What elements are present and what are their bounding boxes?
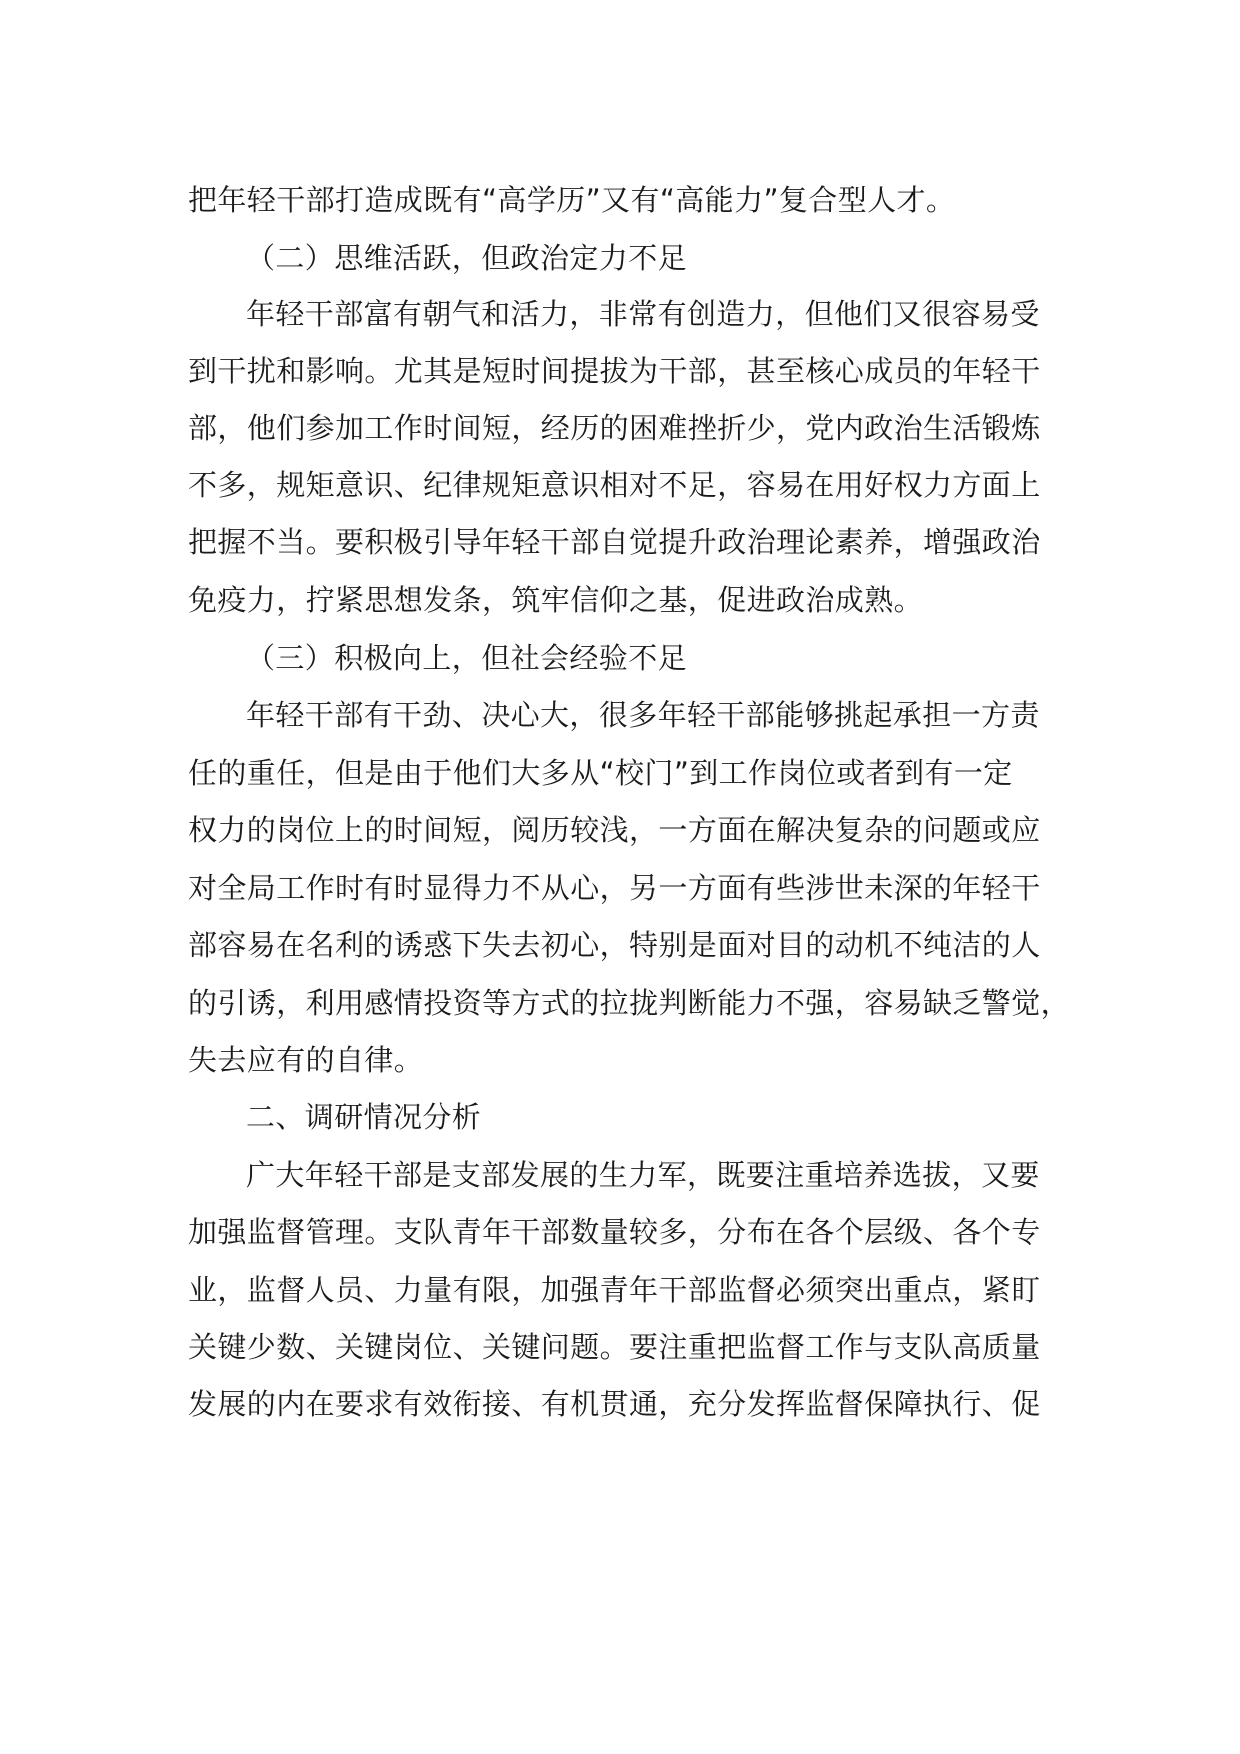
- paragraph-line: 加强监督管理。支队青年干部数量较多，分布在各个层级、各个专: [188, 1215, 1041, 1249]
- paragraph-line: 的引诱，利用感情投资等方式的拉拢判断能力不强，容易缺乏警觉，: [188, 986, 1071, 1020]
- paragraph-line: 把年轻干部打造成既有“高学历”又有“高能力”复合型人才。: [188, 183, 956, 217]
- paragraph-line: 免疫力，拧紧思想发条，筑牢信仰之基，促进政治成熟。: [188, 583, 924, 617]
- paragraph-line: 不多，规矩意识、纪律规矩意识相对不足，容易在用好权力方面上: [188, 468, 1041, 502]
- paragraph-line: 失去应有的自律。: [188, 1043, 424, 1077]
- paragraph-line: 关键少数、关键岗位、关键问题。要注重把监督工作与支队高质量: [188, 1330, 1041, 1364]
- paragraph-line: 把握不当。要积极引导年轻干部自觉提升政治理论素养，增强政治: [188, 525, 1041, 559]
- paragraph-line: 发展的内在要求有效衔接、有机贯通，充分发挥监督保障执行、促: [188, 1387, 1041, 1421]
- paragraph-line: 到干扰和影响。尤其是短时间提拔为干部，甚至核心成员的年轻干: [188, 354, 1041, 388]
- section-heading-2: （二）思维活跃，但政治定力不足: [246, 241, 688, 275]
- chapter-heading: 二、调研情况分析: [246, 1100, 482, 1134]
- paragraph-line: 部，他们参加工作时间短，经历的困难挫折少，党内政治生活锻炼: [188, 411, 1041, 445]
- paragraph-line: 业，监督人员、力量有限，加强青年干部监督必须突出重点，紧盯: [188, 1273, 1041, 1307]
- paragraph-line: 年轻干部有干劲、决心大，很多年轻干部能够挑起承担一方责: [246, 698, 1040, 732]
- paragraph-line: 年轻干部富有朝气和活力，非常有创造力，但他们又很容易受: [246, 297, 1040, 331]
- section-heading-3: （三）积极向上，但社会经验不足: [246, 641, 688, 675]
- paragraph-line: 广大年轻干部是支部发展的生力军，既要注重培养选拔，又要: [246, 1158, 1040, 1192]
- paragraph-line: 权力的岗位上的时间短，阅历较浅，一方面在解决复杂的问题或应: [188, 813, 1041, 847]
- paragraph-line: 部容易在名利的诱惑下失去初心，特别是面对目的动机不纯洁的人: [188, 928, 1041, 962]
- paragraph-line: 任的重任，但是由于他们大多从“校门”到工作岗位或者到有一定: [188, 756, 1013, 790]
- paragraph-line: 对全局工作时有时显得力不从心，另一方面有些涉世未深的年轻干: [188, 871, 1041, 905]
